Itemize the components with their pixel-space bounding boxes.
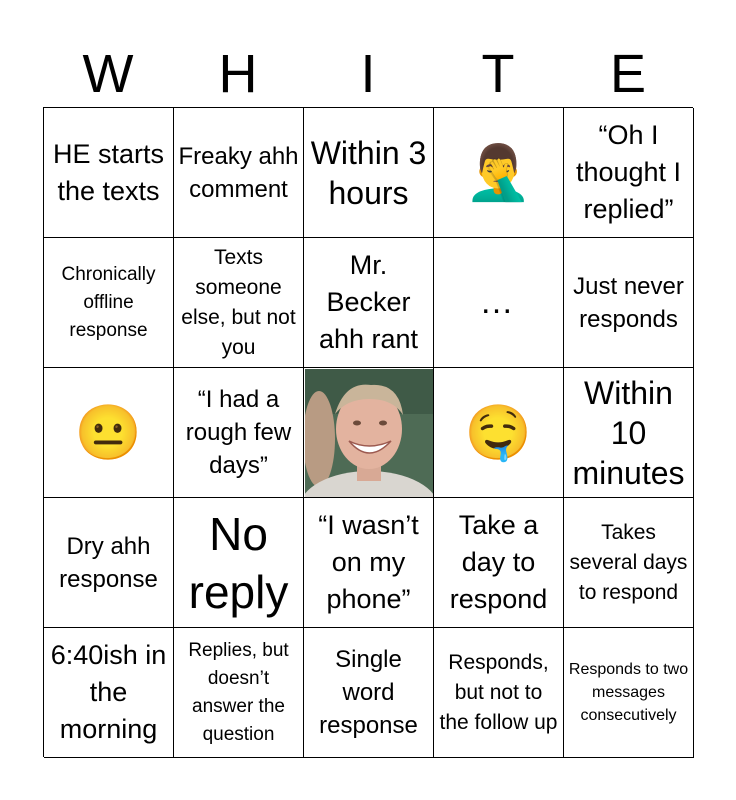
bingo-cell[interactable] xyxy=(434,498,564,628)
bingo-cell[interactable] xyxy=(304,628,434,758)
cell-text: “I had a rough few days” xyxy=(185,386,292,479)
bingo-cell[interactable] xyxy=(174,108,304,238)
cell-text: Take a day to respond xyxy=(449,510,548,614)
bingo-cell[interactable] xyxy=(174,238,304,368)
bingo-cell[interactable] xyxy=(564,238,694,368)
cell-text: Replies, but doesn’t answer the question xyxy=(188,639,289,745)
cell-text: 6:40ish in the morning xyxy=(50,640,167,744)
bingo-cell[interactable] xyxy=(564,498,694,628)
cell-text: Dry ahh response xyxy=(59,532,158,593)
header-letter-t: T xyxy=(481,44,515,104)
cell-text: Single word response xyxy=(319,646,418,739)
neutral-face-emoji-icon: 😐 xyxy=(74,402,143,463)
cell-text: Chronically offline response xyxy=(61,263,156,341)
header-letter-w: W xyxy=(82,44,134,104)
drooling-face-emoji-icon: 🤤 xyxy=(464,402,533,463)
bingo-cell[interactable] xyxy=(564,108,694,238)
cell-text: Within 10 minutes xyxy=(572,374,685,491)
bingo-cell[interactable] xyxy=(434,238,564,368)
bingo-cell[interactable] xyxy=(174,628,304,758)
bingo-cell[interactable] xyxy=(564,368,694,498)
free-space-photo[interactable] xyxy=(304,368,434,498)
header-letter-h: H xyxy=(218,44,258,104)
header-letter-i: I xyxy=(360,44,376,104)
bingo-cell[interactable] xyxy=(44,108,174,238)
header-letter-e: E xyxy=(609,44,647,104)
bingo-cell[interactable] xyxy=(44,238,174,368)
smiling-person-photo-icon xyxy=(305,369,433,497)
bingo-cell[interactable] xyxy=(434,108,564,238)
cell-text: Mr. Becker ahh rant xyxy=(318,250,419,354)
bingo-cell[interactable] xyxy=(44,498,174,628)
cell-text: Texts someone else, but not you xyxy=(181,245,296,359)
bingo-board xyxy=(43,107,693,757)
cell-text: Within 3 hours xyxy=(310,134,427,211)
cell-text: Takes several days to respond xyxy=(569,520,688,604)
cell-text: Responds, but not to the follow up xyxy=(439,650,558,734)
cell-text: “I wasn’t on my phone” xyxy=(318,510,419,614)
bingo-cell[interactable] xyxy=(44,368,174,498)
bingo-cell[interactable] xyxy=(304,498,434,628)
bingo-cell[interactable] xyxy=(304,108,434,238)
cell-text: “Oh I thought I replied” xyxy=(575,120,682,224)
bingo-cell[interactable] xyxy=(304,238,434,368)
bingo-header xyxy=(43,40,693,108)
cell-text: Just never responds xyxy=(573,272,684,333)
cell-text: HE starts the texts xyxy=(52,138,165,206)
ellipsis-icon: … xyxy=(479,283,518,321)
bingo-cell[interactable] xyxy=(44,628,174,758)
cell-text: Freaky ahh comment xyxy=(178,142,299,203)
bingo-cell[interactable] xyxy=(564,628,694,758)
cell-text: Responds to two messages consecutively xyxy=(568,661,689,724)
cell-text: No reply xyxy=(188,507,289,618)
bingo-cell[interactable] xyxy=(434,368,564,498)
bingo-cell[interactable] xyxy=(174,368,304,498)
facepalm-emoji-icon: 🤦‍♂️ xyxy=(464,142,533,203)
bingo-cell[interactable] xyxy=(174,498,304,628)
bingo-cell[interactable] xyxy=(434,628,564,758)
